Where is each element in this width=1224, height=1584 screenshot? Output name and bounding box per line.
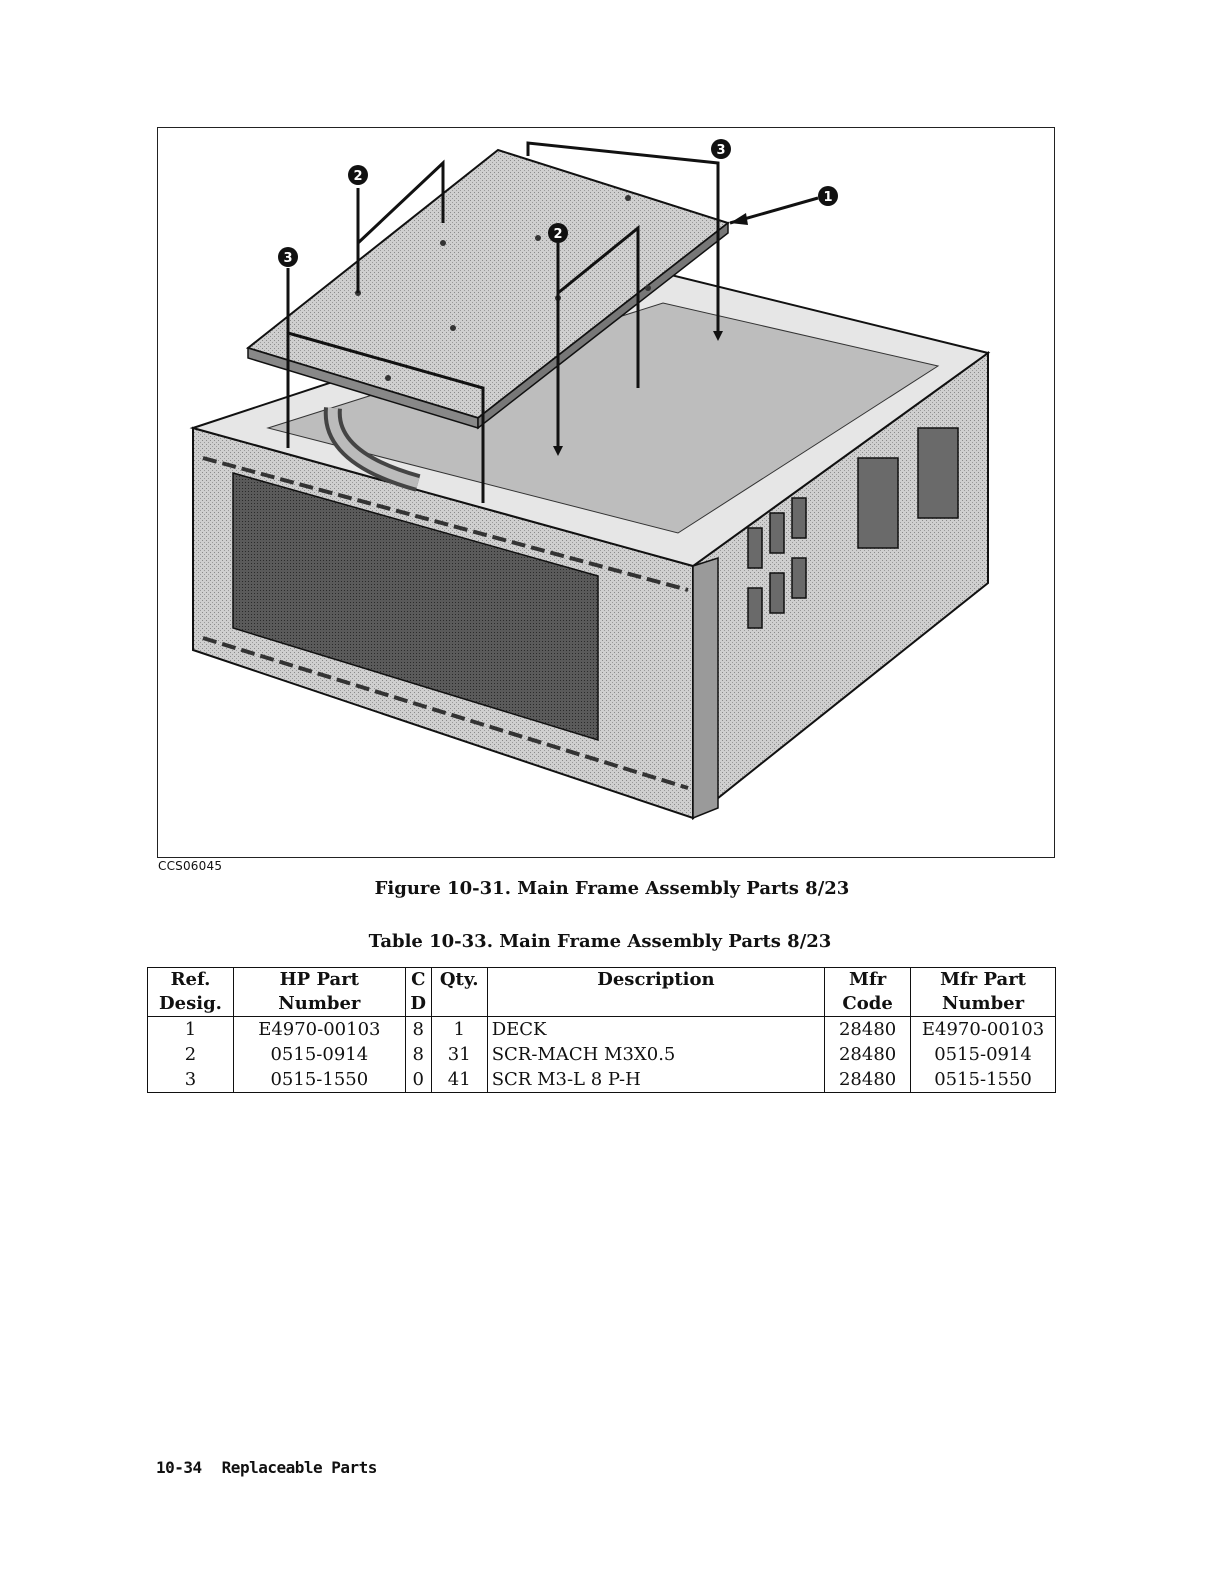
callout-2-right: 2 <box>553 227 563 242</box>
section-title: Replaceable Parts <box>221 1458 377 1477</box>
callout-3-left: 3 <box>283 251 293 266</box>
front-corner-post <box>693 558 718 818</box>
cell-description: SCR M3-L 8 P-H <box>487 1067 824 1093</box>
cell-mfr-code: 28480 <box>825 1042 911 1067</box>
cell-mfr-part: 0515-1550 <box>911 1067 1056 1093</box>
cell-description: DECK <box>487 1017 824 1043</box>
cell-hp-part: 0515-1550 <box>233 1067 405 1093</box>
cell-qty: 1 <box>431 1017 487 1043</box>
table-caption: Table 10-33. Main Frame Assembly Parts 8/23 <box>368 931 832 952</box>
cell-ref: 1 <box>148 1017 234 1043</box>
main-frame-illustration <box>158 128 1054 857</box>
cell-hp-part: E4970-00103 <box>233 1017 405 1043</box>
page-number: 10-34 <box>156 1458 202 1477</box>
table-row <box>148 1017 1056 1043</box>
cell-qty: 41 <box>431 1067 487 1093</box>
header-cd: C D <box>405 968 431 1017</box>
cell-mfr-part: 0515-0914 <box>911 1042 1056 1067</box>
cell-ref: 3 <box>148 1067 234 1093</box>
table-row <box>148 1067 1056 1093</box>
header-hp-part-number: HP Part Number <box>233 968 405 1017</box>
callout-1: 1 <box>823 190 833 205</box>
cell-mfr-code: 28480 <box>825 1017 911 1043</box>
cell-qty: 31 <box>431 1042 487 1067</box>
table-header-row <box>148 968 1056 1017</box>
header-mfr-part-number: Mfr Part Number <box>911 968 1056 1017</box>
table-row <box>148 1042 1056 1067</box>
figure-caption: Figure 10-31. Main Frame Assembly Parts 8/23 <box>374 878 850 899</box>
header-ref-desig: Ref. Desig. <box>148 968 234 1017</box>
cell-cd: 8 <box>405 1042 431 1067</box>
page-footer <box>156 1458 397 1477</box>
callout-3-top: 3 <box>716 143 726 158</box>
cell-mfr-code: 28480 <box>825 1067 911 1093</box>
header-qty: Qty. <box>431 968 487 1017</box>
cell-ref: 2 <box>148 1042 234 1067</box>
cell-cd: 0 <box>405 1067 431 1093</box>
parts-table <box>147 967 1056 1093</box>
figure-code: CCS06045 <box>158 859 223 873</box>
header-mfr-code: Mfr Code <box>825 968 911 1017</box>
figure-frame <box>157 127 1055 858</box>
callout-2-left: 2 <box>353 169 363 184</box>
cell-mfr-part: E4970-00103 <box>911 1017 1056 1043</box>
cell-cd: 8 <box>405 1017 431 1043</box>
cell-description: SCR-MACH M3X0.5 <box>487 1042 824 1067</box>
cell-hp-part: 0515-0914 <box>233 1042 405 1067</box>
header-description: Description <box>487 968 824 1017</box>
